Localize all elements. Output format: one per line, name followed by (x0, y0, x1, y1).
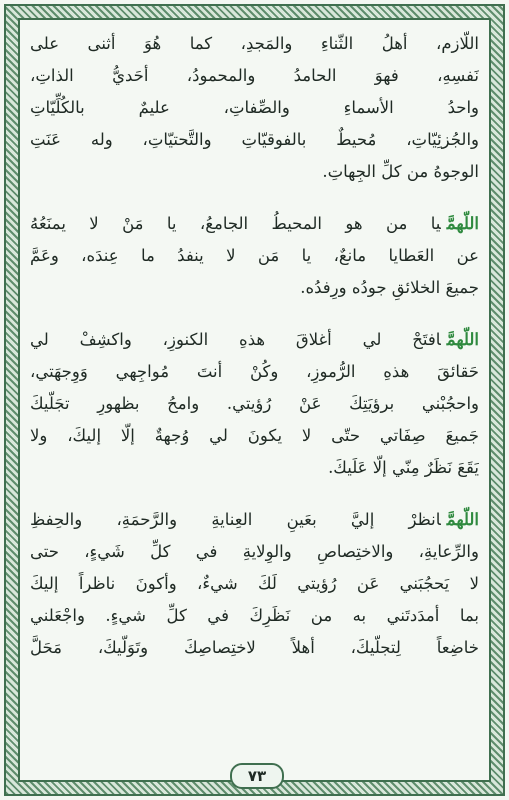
text-line: جَميعَ صِفَاتي حتّى لا يكونَ لي وُجهةٌ إلّا إليكَ، ولا (30, 426, 479, 445)
paragraph-4 (30, 504, 479, 664)
text-line: لا يَحجُبَني عَن رُؤيتي لَكَ شيءٌ، وأكونَ ناظراً إليكَ (30, 574, 479, 593)
text-line: يَقَعَ نَظَرٌ مِنّي إلّا عَلَيكَ. (328, 458, 479, 477)
text-line: واحدُ الأسماءِ والصِّفاتِ، عليمٌ بالكُلِّيّاتِ (30, 98, 479, 117)
text-line: بما أمدَدتَني به من نَظَرِكَ في كلِّ شيءٍ. واجْعَلني (30, 606, 479, 625)
text-line: عن العَطايا مانعٌ، يا مَن لا ينفدُ ما عِندَه، وعَمَّ (30, 246, 479, 265)
text-line: الوجوهُ من كلِّ الجِهاتِ. (322, 162, 479, 181)
invocation-heading: اللّهمَّ (446, 330, 479, 349)
paragraph-1 (30, 28, 479, 188)
text-line (30, 324, 479, 356)
text-line: والجُزئِيّاتِ، مُحيطٌ بالفوقيّاتِ والتَّحتيّاتِ، وله عَنَتِ (30, 130, 479, 149)
text-run: انظرْ إليَّ بعَينِ العِنايةِ والرَّحمَةِ، والحِفظِ (30, 510, 441, 529)
paragraph-gap (30, 484, 479, 504)
text-line: نَفسِهِ، فهوَ الحامدُ والمحمودُ، أحَديُّ الذاتِ، (30, 66, 479, 85)
text-line: والرِّعايةِ، والاختِصاصِ والوِلايةِ في كلِّ شَيءٍ، حتى (30, 542, 479, 561)
text-run: يا من هو المحيطُ الجامعُ، يا مَنْ لا يمنَعُهُ (30, 214, 441, 233)
text-line: خاضِعاً لِتجلّيكَ، أهلاً لاختِصاصِكَ وتَوَلّيكَ، مَحَلَّ (30, 638, 479, 657)
paragraph-3 (30, 324, 479, 484)
invocation-heading: اللّهمَّ (446, 214, 479, 233)
paragraph-gap (30, 188, 479, 208)
paragraph-2 (30, 208, 479, 304)
text-column (30, 28, 479, 754)
text-line: واحجُبْني برؤيَتِكَ عَنْ رُؤيتي. وامحُ بظهورِ تجَلّيكَ (30, 394, 479, 413)
text-line: اللّازم، أهلُ الثّناءِ والمَجدِ، كما هُوَ أثنى على (30, 34, 479, 53)
text-line (30, 208, 479, 240)
text-line: جميعَ الخلائقِ جودُه ورِفدُه. (300, 278, 479, 297)
text-run: افتَحْ لي أغلاقَ هذهِ الكنوزِ، واكشِفْ لي (30, 330, 441, 349)
paragraph-gap (30, 304, 479, 324)
text-line (30, 504, 479, 536)
invocation-heading: اللّهمَّ (446, 510, 479, 529)
text-line: حَقائقَ هذهِ الرُّموزِ، وكُنْ أنتَ مُواجِهي وَوِجهَتي، (30, 362, 479, 381)
page-number: ٧٣ (247, 767, 267, 785)
page-number-badge (230, 763, 284, 789)
